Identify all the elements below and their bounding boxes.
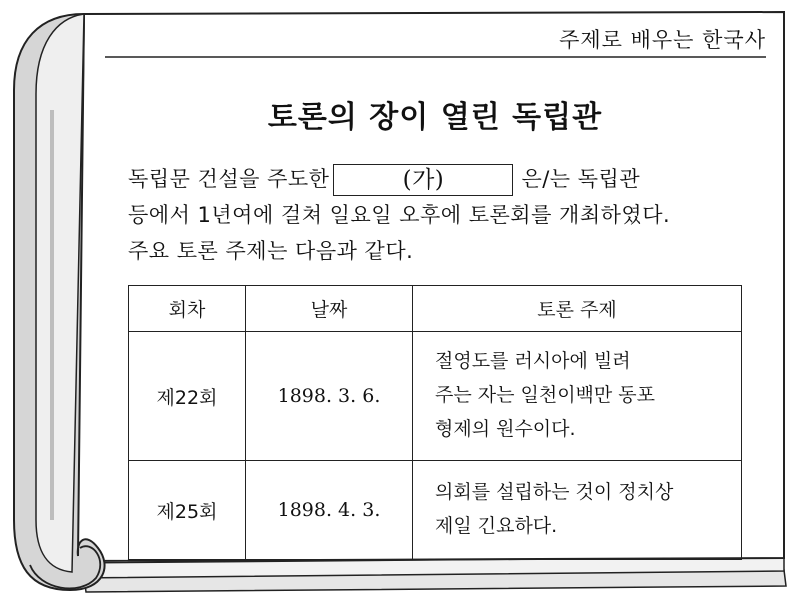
series-title: 주제로 배우는 한국사 — [559, 28, 766, 52]
page-title: 토론의 장이 열린 독립관 — [267, 100, 603, 135]
blank-box: (가) — [333, 164, 513, 196]
date-cell: 1898. 3. 6. — [246, 332, 413, 461]
header-date: 날짜 — [246, 286, 413, 332]
topic-cell — [413, 332, 742, 461]
table-row — [129, 332, 742, 461]
paragraph-line-3: 주요 토론 주제는 다음과 같다. — [128, 239, 414, 263]
topic-line: 주는 자는 일천이백만 동포 — [435, 384, 656, 406]
session-cell: 제22회 — [129, 332, 246, 461]
topic-line: 제일 긴요하다. — [435, 515, 558, 537]
paragraph-line-1 — [128, 163, 640, 196]
paragraph-text: 은/는 독립관 — [521, 167, 641, 191]
header-session: 회차 — [129, 286, 246, 332]
topic-cell — [413, 461, 742, 560]
topic-line: 절영도를 러시아에 빌려 — [435, 350, 631, 372]
topic-line: 형제의 원수이다. — [435, 418, 576, 440]
date-cell: 1898. 4. 3. — [246, 461, 413, 560]
paragraph-line-2: 등에서 1년여에 걸쳐 일요일 오후에 토론회를 개최하였다. — [128, 203, 671, 227]
topics-table — [128, 285, 742, 560]
table-header-row — [129, 286, 742, 332]
topic-line: 의회를 설립하는 것이 정치상 — [435, 481, 674, 503]
table-row — [129, 461, 742, 560]
paragraph-text: 독립문 건설을 주도한 — [128, 167, 330, 191]
session-cell: 제25회 — [129, 461, 246, 560]
header-topic: 토론 주제 — [413, 286, 742, 332]
